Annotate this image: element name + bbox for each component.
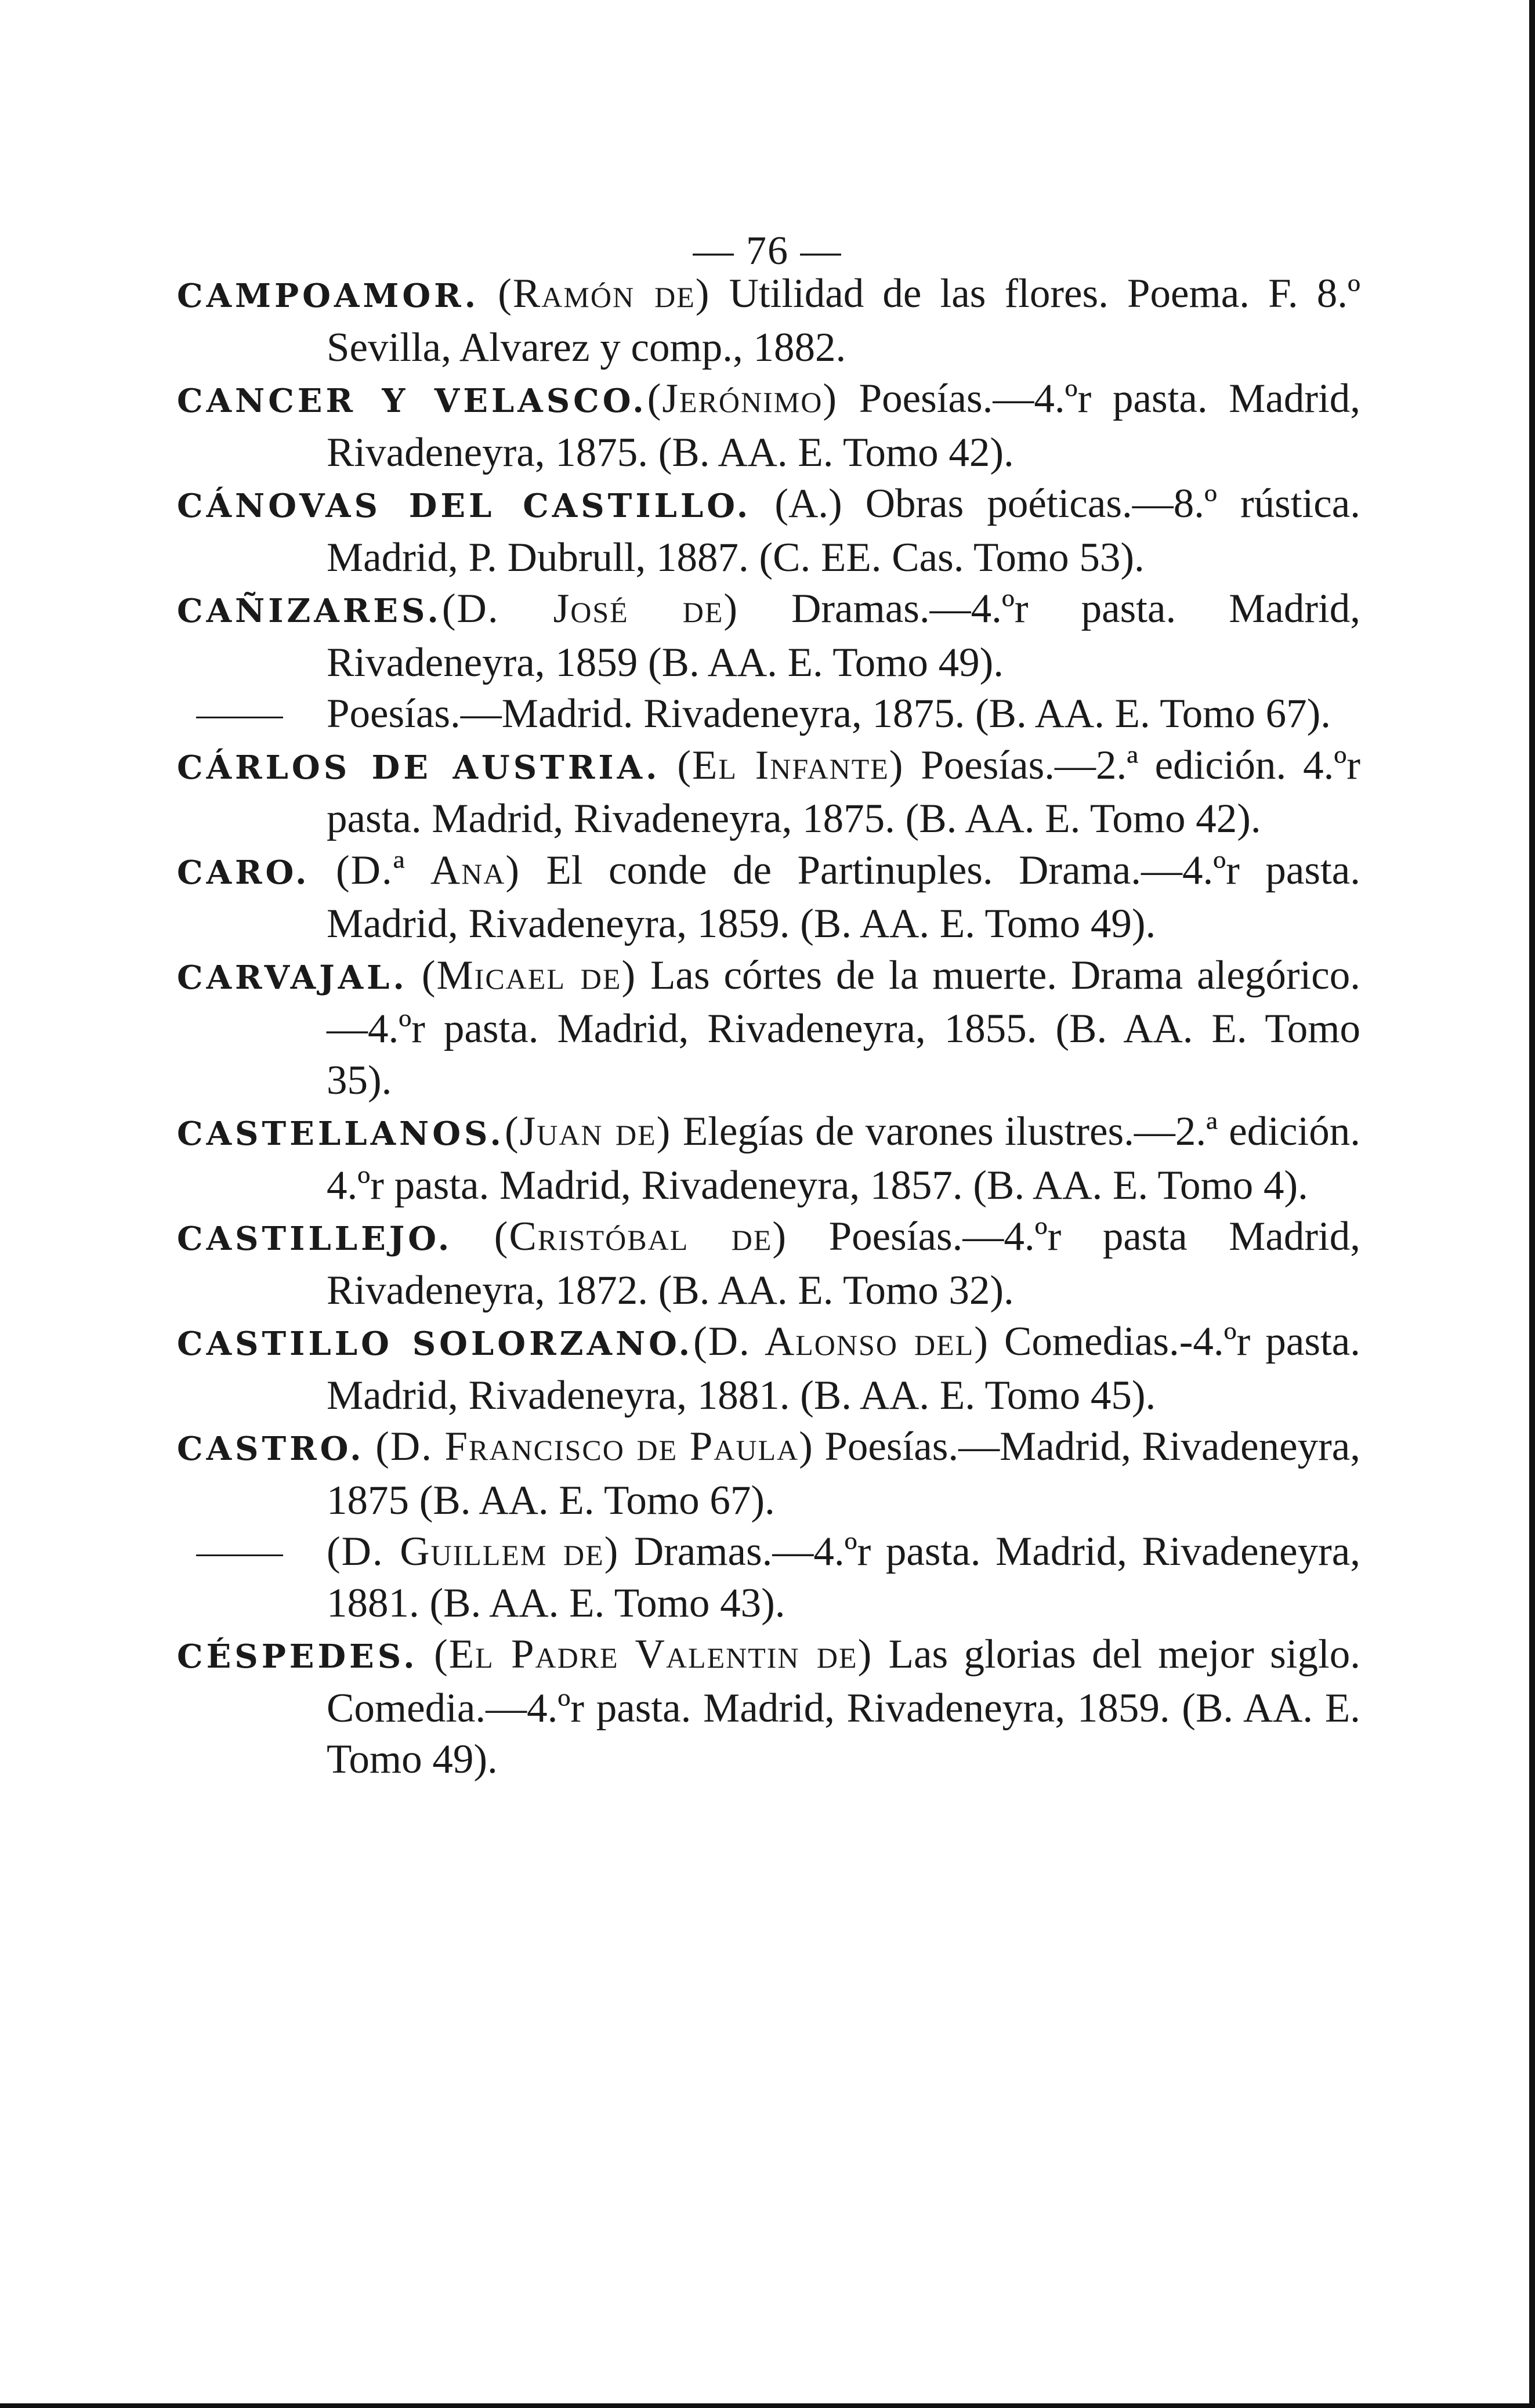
entry-text: Poesías.—4.ºr pasta Madrid, Rivadeneyra, 1872. (B. AA. E. Tomo 32).: [327, 1214, 1360, 1313]
entry-text: Obras poéticas.—8.º rústica. Madrid, P. Dubrull, 1887. (C. EE. Cas. Tomo 53).: [327, 481, 1361, 580]
entry-carvajal: [177, 950, 1360, 1107]
entry-text: Dramas.—4.ºr pasta. Madrid, Rivadeneyra, 1859 (B. AA. E. Tomo 49).: [327, 586, 1361, 685]
entry-text: Poesías.—2.ª edición. 4.ºr pasta. Madrid, Rivadeneyra, 1875. (B. AA. E. Tomo 42).: [327, 742, 1360, 841]
entry-author: (A.): [774, 481, 842, 526]
entry-author: (El Padre Valentin de): [434, 1632, 873, 1677]
entry-author: (Cristóbal de): [494, 1214, 788, 1259]
entry-carlos-de-austria: [177, 740, 1360, 845]
entry-author: (El Infante): [677, 742, 904, 788]
entry-text: Poesías.—Madrid. Rivadeneyra, 1875. (B. AA. E. Tomo 67).: [327, 691, 1331, 736]
entry-text: Utilidad de las flores. Poema. F. 8.º Sevilla, Alvarez y comp., 1882.: [327, 271, 1360, 370]
ditto-dash: [196, 717, 283, 718]
entry-author: (Jerónimo): [647, 376, 838, 421]
page-edge-right: [1529, 0, 1535, 2408]
entry-name: CÁNOVAS DEL CASTILLO.: [177, 487, 752, 525]
entry-name: CARVAJAL.: [177, 958, 408, 997]
entry-name: CASTILLO SOLORZANO.: [177, 1325, 694, 1363]
entry-canizares-poesias: [177, 688, 1360, 740]
entry-author: (Micael de): [421, 952, 637, 998]
entry-castellanos: [177, 1106, 1360, 1211]
entry-author: (D. José de): [441, 586, 739, 631]
entry-text: Elegías de varones ilustres.—2.ª edición. 4.ºr pasta. Madrid, Rivadeneyra, 1857. (B. AA. E. Tomo 4).: [327, 1109, 1360, 1208]
entry-author: (D. Francisco de Paula): [375, 1424, 814, 1469]
entry-text: Dramas.—4.ºr pasta. Madrid, Rivadeneyra, 1881. (B. AA. E. Tomo 43).: [327, 1529, 1361, 1626]
entry-text: Las glorias del mejor siglo. Comedia.—4.ºr pasta. Madrid, Rivadeneyra, 1859. (B. AA. E. Tomo 49).: [327, 1632, 1361, 1782]
entry-author: (D. Guillem de): [327, 1529, 620, 1574]
entry-author: (Ramón de): [498, 271, 711, 316]
entry-canizares: [177, 583, 1360, 688]
entry-text: Poesías.—Madrid, Rivadeneyra, 1875 (B. AA. E. Tomo 67).: [327, 1424, 1361, 1523]
entry-text: El conde de Partinuples. Drama.—4.ºr pasta. Madrid, Rivadeneyra, 1859. (B. AA. E. Tomo 49).: [327, 847, 1361, 946]
entry-castro-guillem: [177, 1526, 1360, 1629]
entry-author: (D. Alonso del): [693, 1319, 989, 1364]
ditto-dash: [196, 1554, 283, 1556]
entry-text: Comedias.-4.ºr pasta. Madrid, Rivadeneyra, 1881. (B. AA. E. Tomo 45).: [327, 1319, 1360, 1418]
entry-author: (Juan de): [504, 1109, 672, 1154]
bibliography-entries: [177, 268, 1360, 1785]
entry-castillo-solorzano: [177, 1316, 1360, 1421]
entry-cancer-y-velasco: [177, 373, 1360, 478]
entry-name: CAÑIZARES.: [177, 592, 442, 630]
entry-name: CANCER Y VELASCO.: [177, 382, 647, 420]
entry-text: Poesías.—4.ºr pasta. Madrid, Rivadeneyra, 1875. (B. AA. E. Tomo 42).: [327, 376, 1360, 475]
entry-cespedes: [177, 1629, 1360, 1785]
entry-name: CASTRO.: [177, 1430, 365, 1468]
entry-castillejo: [177, 1211, 1360, 1316]
entry-name: CASTILLEJO.: [177, 1220, 453, 1258]
entry-name: CARO.: [177, 853, 310, 892]
entry-text: Las córtes de la muerte. Drama alegórico.—4.ºr pasta. Madrid, Rivadeneyra, 1855. (B. AA. E. Tomo 35).: [327, 952, 1360, 1103]
page-number: — 76 —: [693, 229, 842, 273]
entry-author: (D.ª Ana): [336, 847, 520, 893]
entry-name: CÁRLOS DE AUSTRIA.: [177, 748, 661, 787]
page-edge-bottom: [0, 2403, 1535, 2408]
entry-name: CASTELLANOS.: [177, 1115, 505, 1153]
entry-caro: [177, 845, 1360, 950]
entry-campoamor: [177, 268, 1360, 373]
entry-name: CÉSPEDES.: [177, 1637, 418, 1676]
entry-canovas-del-castillo: [177, 478, 1360, 583]
entry-castro: [177, 1421, 1360, 1526]
entry-name: CAMPOAMOR.: [177, 277, 480, 315]
